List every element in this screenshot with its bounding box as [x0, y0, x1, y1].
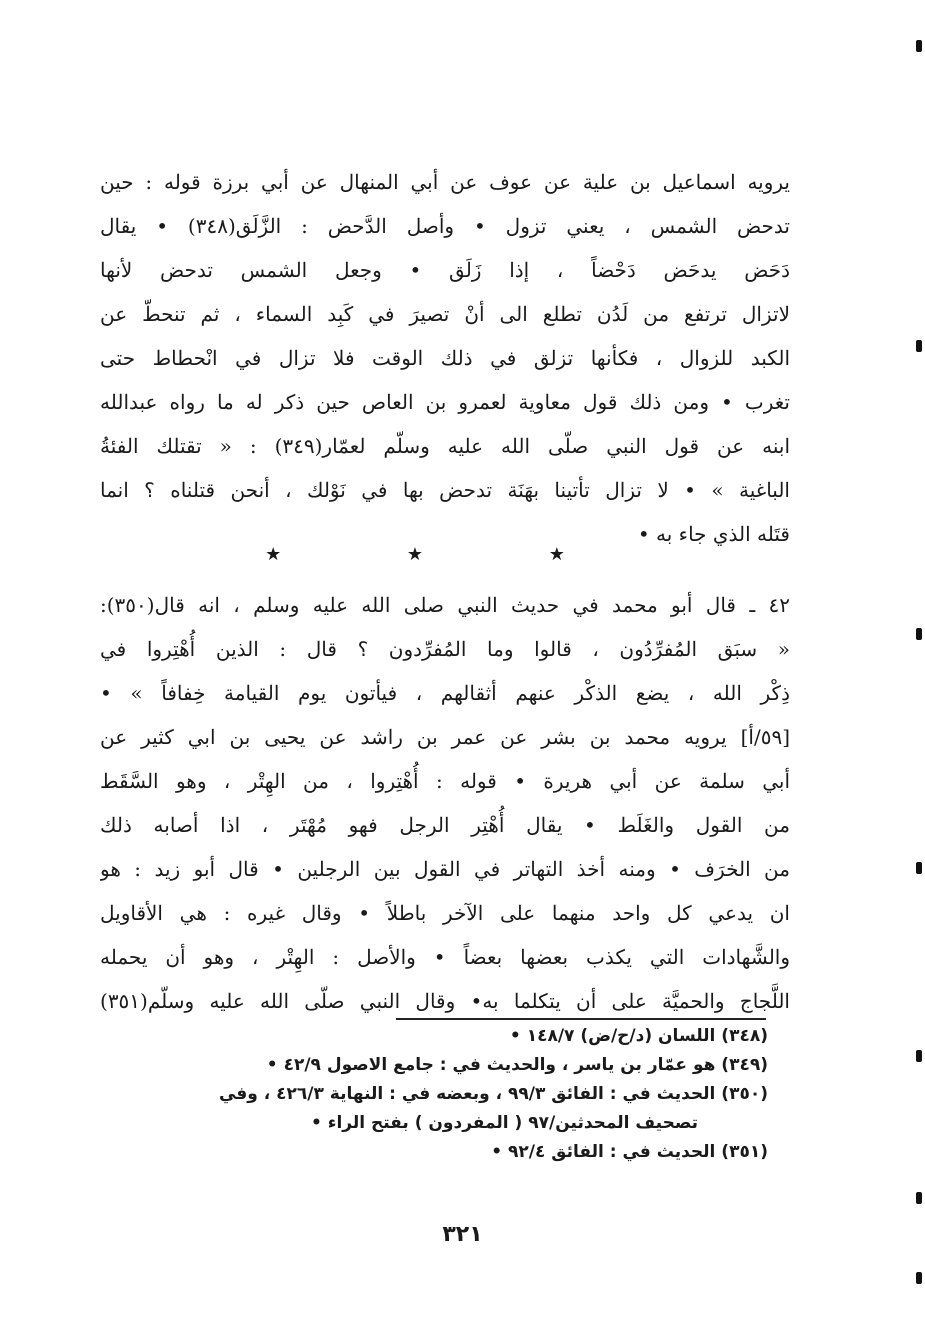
binding-mark	[916, 1050, 922, 1062]
text-line: لاتزال ترتفع من لَدُن تطلع الى أنْ تصيرَ في كَبِد السماء ، ثم تنحطّ عن	[100, 302, 790, 326]
binding-mark	[916, 1272, 922, 1284]
text-line: « سبَق المُفرِّدُون ، قالوا وما المُفرِّدون ؟ قال : الذين أُهْتِروا في	[100, 637, 790, 661]
text-line: اللَّجاج والحميَّة على أن يتكلما به• وقال النبي صلّى الله عليه وسلّم(٣٥١)	[100, 989, 790, 1013]
binding-mark	[916, 862, 922, 874]
text-line: يرويه اسماعيل بن علية عن عوف عن أبي المنهال عن أبي برزة قوله : حين	[100, 170, 790, 194]
footnote-348: (٣٤٨) اللسان (د/ح/ض) ١٤٨/٧ •	[509, 1026, 768, 1046]
text-line: الباغية » • لا تزال تأتينا بهَنَة تدحض بها في نَوْلك ، أنحن قتلناه ؟ انما	[100, 478, 790, 502]
text-line: والشَّهادات التي يكذب بعضها بعضاً • والأصل : الهِتْر ، وهو أن يحمله	[100, 945, 790, 969]
footnote-350-continued: تصحيف المحدثين/٩٧ ( المفردون ) بفتح الراء •	[310, 1113, 698, 1133]
text-line: [٥٩/أ] يرويه محمد بن بشر عن عمر بن راشد عن يحيى بن ابي كثير عن	[100, 725, 790, 749]
paragraph-commentary	[100, 160, 790, 556]
text-line: قتَله الذي جاء به •	[637, 522, 790, 546]
footnotes	[100, 1022, 768, 1167]
text-line: تغرب • ومن ذلك قول معاوية لعمرو بن العاص حين ذكر له ما رواه عبدالله	[100, 390, 790, 414]
page-number: ٣٢١	[442, 1222, 483, 1247]
footnote-351: (٣٥١) الحديث في : الفائق ٩٢/٤ •	[491, 1142, 768, 1162]
text-line: الكبد للزوال ، فكأنها تزلق في ذلك الوقت فلا تزال في انْحطاط حتى	[100, 346, 790, 370]
binding-mark	[916, 1192, 922, 1204]
footnote-349: (٣٤٩) هو عمّار بن ياسر ، والحديث في : جامع الاصول ٤٢/٩ •	[266, 1055, 768, 1075]
text-line: ٤٢ ـ قال أبو محمد في حديث النبي صلى الله عليه وسلم ، انه قال(٣٥٠):	[100, 593, 790, 617]
section-separator: ★ ★ ★	[265, 544, 625, 565]
footnote-divider	[396, 1018, 766, 1020]
text-line: تدحض الشمس ، يعني تزول • وأصل الدَّحض : الزَّلَق(٣٤٨) • يقال	[100, 214, 790, 238]
text-line: ابنه عن قول النبي صلّى الله عليه وسلّم لعمّار(٣٤٩) : « تقتلك الفئةُ	[100, 434, 790, 458]
text-line: ان يدعي كل واحد منهما على الآخر باطلاً • وقال غيره : هي الأقاويل	[100, 901, 790, 925]
text-line: دَحَض يدحَض دَحْضاً ، إذا زَلَق • وجعل الشمس تدحض لأنها	[100, 258, 790, 282]
binding-mark	[916, 40, 922, 52]
paragraph-hadith-42	[100, 583, 790, 1023]
text-line: ذِكْر الله ، يضع الذكْر عنهم أثقالهم ، فيأتون يوم القيامة خِفافاً » •	[100, 681, 790, 705]
footnote-350: (٣٥٠) الحديث في : الفائق ٩٩/٣ ، وبعضه في : النهاية ٤٢٦/٣ ، وفي	[218, 1084, 768, 1104]
text-line: من الخرَف • ومنه أخذ التهاتر في القول بين الرجلين • قال أبو زيد : هو	[100, 857, 790, 881]
text-line: من القول والغَلَط • يقال أُهْتِر الرجل فهو مُهْتَر ، اذا أصابه ذلك	[100, 813, 790, 837]
binding-mark	[916, 628, 922, 640]
text-line: أبي سلمة عن أبي هريرة • قوله : أُهْتِروا ، من الهِتْر ، وهو السَّقَط	[100, 769, 790, 793]
binding-mark	[916, 340, 922, 352]
